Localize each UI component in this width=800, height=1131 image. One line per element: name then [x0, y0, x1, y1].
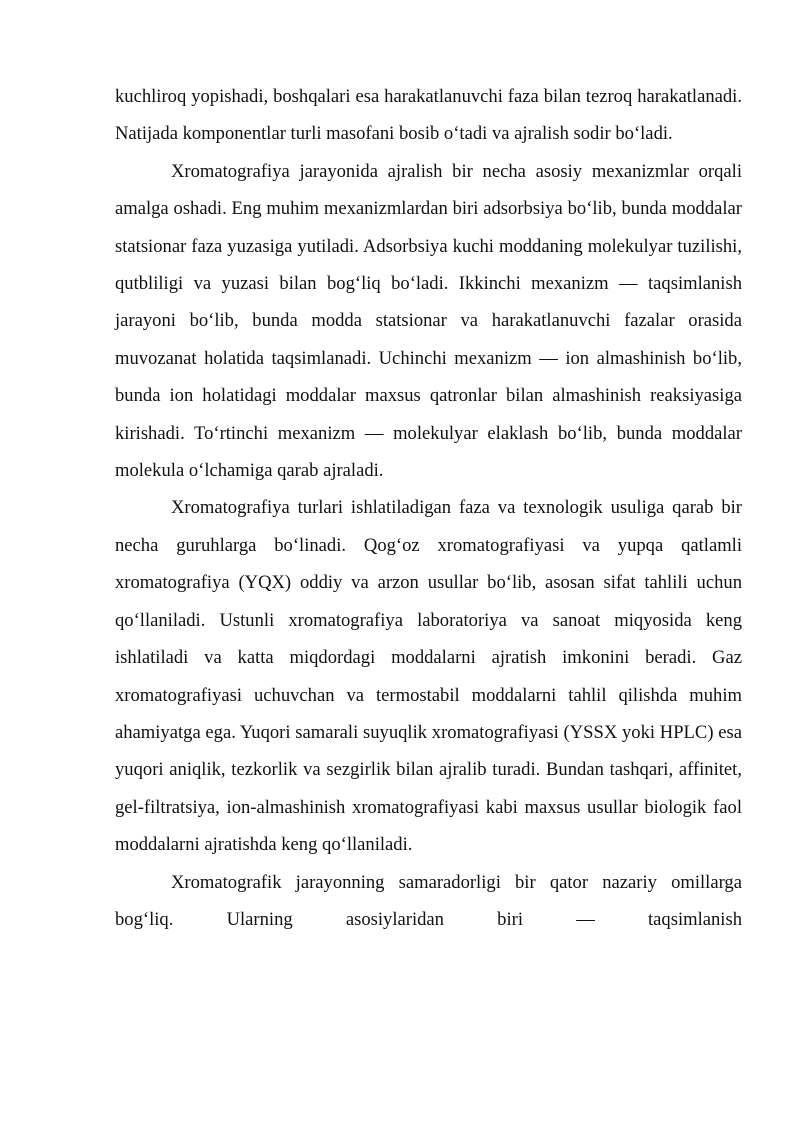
paragraph-separation-mechanisms: Xromatografiya jarayonida ajralish bir necha asosiy mexanizmlar orqali amalga oshadi. Eng muhim mexanizmlardan biri adsorbsiya bo‘lib, bunda moddalar statsionar faza yuzasiga yutiladi. Adsorbsiya kuchi moddaning molekulyar tuzilishi, qutbliligi va yuzasi bilan bog‘liq bo‘ladi. Ikkinchi mexanizm — taqsimlanish jarayoni bo‘lib, bunda modda statsionar va harakatlanuvchi fazalar orasida muvozanat holatida taqsimlanadi. Uchinchi mexanizm — ion almashinish bo‘lib, bunda ion holatidagi moddalar maxsus qatronlar bilan almashinish reaksiyasiga kirishadi. To‘rtinchi mexanizm — molekulyar elaklash bo‘lib, bunda moddalar molekula o‘lchamiga qarab ajraladi.	[115, 160, 742, 482]
document-page	[115, 78, 742, 938]
paragraph-chromatography-types: Xromatografiya turlari ishlatiladigan faza va texnologik usuliga qarab bir necha guruhlarga bo‘linadi. Qog‘oz xromatografiyasi va yupqa qatlamli xromatografiya (YQX) oddiy va arzon usullar bo‘lib, asosan sifat tahlili uchun qo‘llaniladi. Ustunli xromatografiya laboratoriya va sanoat miqyosida keng ishlatiladi va katta miqdordagi moddalarni ajratish imkonini beradi. Gaz xromatografiyasi uchuvchan va termostabil moddalarni tahlil qilishda muhim ahamiyatga ega. Yuqori samarali suyuqlik xromatografiyasi (YSSX yoki HPLC) esa yuqori aniqlik, tezkorlik va sezgirlik bilan ajralib turadi. Bundan tashqari, affinitet, gel-filtratsiya, ion-almashinish xromatografiyasi kabi maxsus usullar biologik faol moddalarni ajratishda keng qo‘llaniladi.	[115, 497, 742, 856]
paragraph-efficiency-factors: Xromatografik jarayonning samaradorligi bir qator nazariy omillarga bog‘liq. Ularning asosiylaridan biri — taqsimlanish	[115, 871, 742, 930]
paragraph-continuation: kuchliroq yopishadi, boshqalari esa harakatlanuvchi faza bilan tezroq harakatlanadi. Natijada komponentlar turli masofani bosib o‘tadi va ajralish sodir bo‘ladi.	[115, 86, 742, 145]
